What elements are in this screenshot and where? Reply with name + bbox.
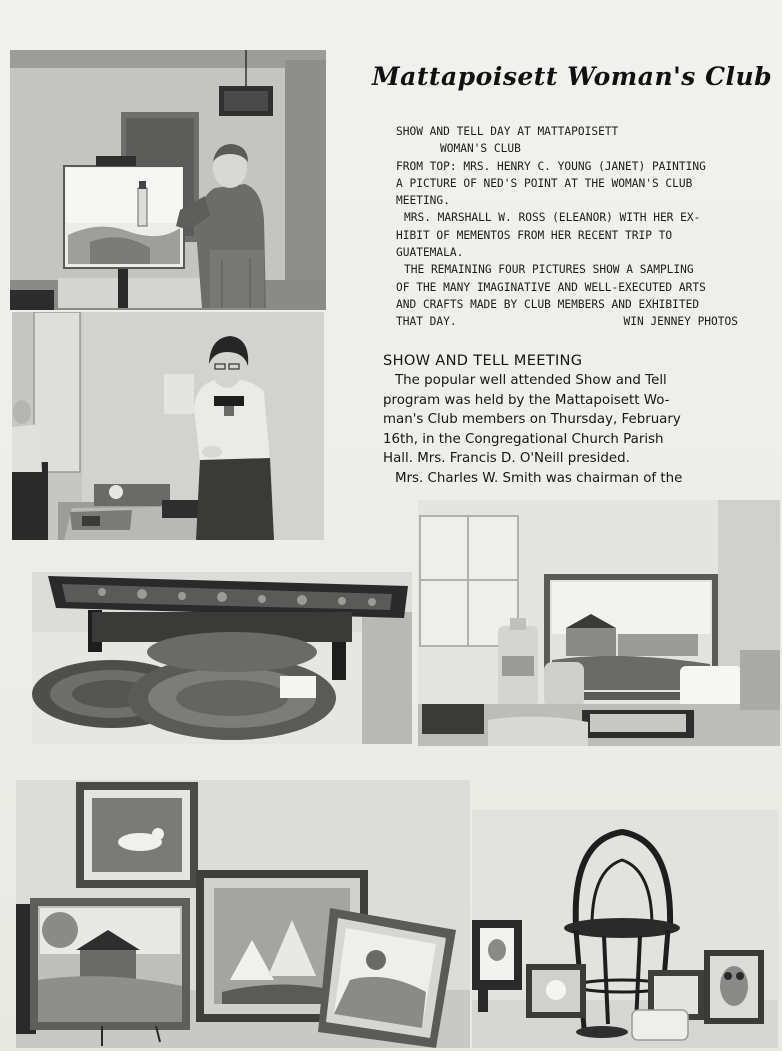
photo-painting-at-easel bbox=[10, 50, 326, 310]
article-line: man's Club members on Thursday, February bbox=[383, 412, 681, 427]
caption-line: GUATEMALA. bbox=[396, 246, 464, 260]
photo-credit: WIN JENNEY PHOTOS bbox=[623, 315, 738, 329]
caption-line: THAT DAY. bbox=[396, 315, 457, 329]
article-body bbox=[383, 371, 755, 488]
photo-window-painting-pottery bbox=[418, 500, 780, 746]
article-title: SHOW AND TELL MEETING bbox=[383, 352, 583, 369]
caption-line-last bbox=[396, 313, 748, 330]
caption-line: A PICTURE OF NED'S POINT AT THE WOMAN'S CLUB bbox=[396, 176, 693, 190]
photo-bench-and-rugs bbox=[32, 572, 412, 744]
photo-guatemala-exhibit bbox=[12, 312, 324, 540]
masthead-title: Mattapoisett Woman's Club bbox=[372, 62, 773, 91]
article-line: program was held by the Mattapoisett Wo- bbox=[383, 392, 670, 408]
caption-line: AND CRAFTS MADE BY CLUB MEMBERS AND EXHIBITED bbox=[396, 297, 700, 311]
caption-line: MRS. MARSHALL W. ROSS (ELEANOR) WITH HER EX- bbox=[404, 211, 701, 225]
article-line: Mrs. Charles W. Smith was chairman of the bbox=[395, 470, 683, 486]
photo-framed-paintings bbox=[16, 780, 470, 1048]
caption-line: HIBIT OF MEMENTOS FROM HER RECENT TRIP TO bbox=[396, 228, 673, 242]
article-line: 16th, in the Congregational Church Parish bbox=[383, 431, 664, 447]
caption-line: FROM TOP: MRS. HENRY C. YOUNG (JANET) PAINTING bbox=[396, 159, 706, 173]
caption-line: WOMAN'S CLUB bbox=[440, 142, 521, 156]
photo-caption bbox=[396, 123, 748, 331]
caption-line: SHOW AND TELL DAY AT MATTAPOISETT bbox=[396, 125, 619, 138]
caption-line: THE REMAINING FOUR PICTURES SHOW A SAMPLING bbox=[404, 263, 694, 277]
caption-line: OF THE MANY IMAGINATIVE AND WELL-EXECUTED ARTS bbox=[396, 280, 706, 294]
photo-chair-and-frames bbox=[472, 810, 778, 1048]
article-line: Hall. Mrs. Francis D. O'Neill presided. bbox=[383, 451, 630, 466]
caption-line: MEETING. bbox=[396, 194, 450, 208]
article-line: The popular well attended Show and Tell bbox=[395, 373, 667, 388]
